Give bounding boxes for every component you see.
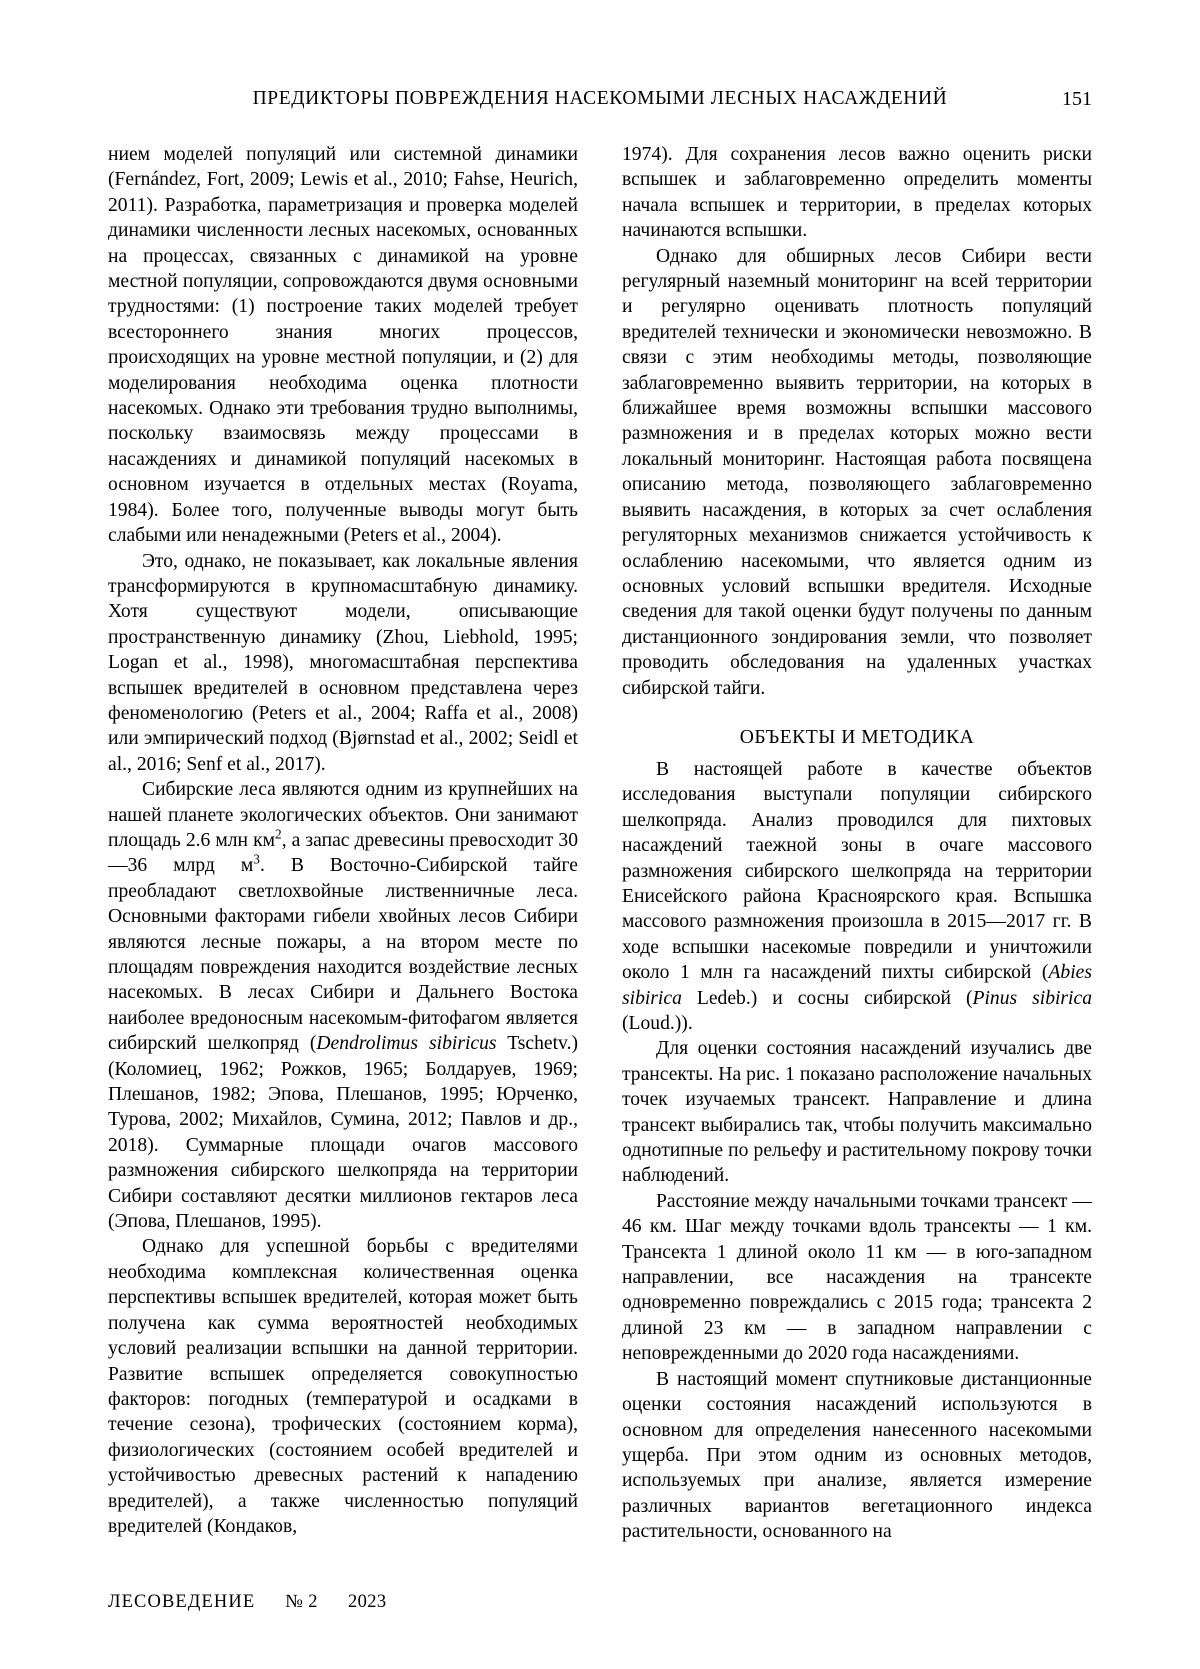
text-run: , а запас древесины превосходит 30—36 млрд м	[108, 829, 578, 877]
paragraph: Однако для успешной борьбы с вредителями необходима комплексная количественная оценка перспективы вспышек вредителей, которая может быть получена как сумма вероятностей необходимых условий реализации вспышки на данной территории. Развитие вспышек определяется совокупностью факторов: погодных (температурой и осадками в течение сезона), трофических (состоянием корма), физиологических (состоянием особей вредителей и устойчивостью древесных растений к нападению вредителей), а также численностью популяций вредителей (Кондаков,	[108, 1236, 578, 1537]
paragraph: Для оценки состояния насаждений изучались две трансекты. На рис. 1 показано расположение начальных точек изучаемых трансект. Направление и длина трансект выбирались так, чтобы получить максимально однотипные по рельефу и растительному покрову точки наблюдений.	[622, 1038, 1092, 1187]
journal-name: ЛЕСОВЕДЕНИЕ	[108, 1592, 256, 1612]
species-name: Abies sibirica	[622, 962, 1092, 1009]
text-run: В настоящей работе в качестве объектов исследования выступали популяции сибирского шелкопряда. Анализ проводился для пихтовых насаждений таежной зоны в очаге массового размножения сибирского шелкопряда на территории Енисейского района Красноярского края. Вспышка массового размножения произошла в 2015—2017 гг. В ходе вспышки насекомые повредили и уничтожили около 1 млн га насаждений пихты сибирской (	[622, 758, 1092, 984]
article-body	[108, 142, 1092, 1545]
paragraph	[108, 777, 578, 1234]
left-column	[108, 142, 578, 1539]
text-run: Ledeb.) и сосны сибирской (	[681, 987, 973, 1009]
superscript: 3	[253, 851, 260, 867]
species-name: Dendrolimus sibiricus	[316, 1033, 497, 1055]
page-footer	[108, 1592, 387, 1613]
paragraph: В настоящий момент спутниковые дистанционные оценки состояния насаждений используются в основном для определения нанесенного насекомыми ущерба. При этом одним из основных методов, используемых при анализе, является измерение различных вариантов вегетационного индекса растительности, основанного на	[622, 1368, 1092, 1543]
paragraph	[622, 757, 1092, 1036]
paragraph: Это, однако, не показывает, как локальные явления трансформируются в крупномасштабную динамику. Хотя существуют модели, описывающие пространственную динамику (Zhou, Liebhold, 1995; Logan et al., 1998), многомасштабная перспектива вспышек вредителей в основном представлена через феноменологию (Peters et al., 2004; Raffa et al., 2008) или эмпирический подход (Bjørnstad et al., 2002; Seidl et al., 2016; Senf et al., 2017).	[108, 550, 578, 775]
paragraph: 1974). Для сохранения лесов важно оценить риски вспышек и заблаговременно определить моменты начала вспышек и территории, в пределах которых начинаются вспышки.	[622, 144, 1092, 242]
text-run: Tschetv.) (Коломиец, 1962; Рожков, 1965; Болдаруев, 1969; Плешанов, 1982; Эпова, Плешанов, 1995; Юрченко, Турова, 2002; Михайлов, Сумина, 2012; Павлов и др., 2018). Суммарные площади очагов массового размножения сибирского шелкопряда на территории Сибири составляют десятки миллионов гектаров леса (Эпова, Плешанов, 1995).	[108, 1033, 579, 1233]
paragraph: Расстояние между начальными точками трансект — 46 км. Шаг между точками вдоль трансекты — 1 км. Трансекта 1 длиной около 11 км — в юго-западном направлении, все насаждения на трансекте одновременно повреждались с 2015 года; трансекта 2 длиной 23 км — в западном направлении с неповрежденными до 2020 года насаждениями.	[622, 1190, 1092, 1365]
running-head-title: ПРЕДИКТОРЫ ПОВРЕЖДЕНИЯ НАСЕКОМЫМИ ЛЕСНЫХ НАСАЖДЕНИЙ	[252, 88, 948, 109]
text-run: (Loud.)).	[622, 1013, 693, 1034]
section-heading: ОБЪЕКТЫ И МЕТОДИКА	[739, 726, 975, 748]
text-run: Сибирские леса являются одним из крупнейших на нашей планете экологических объектов. Они занимают площадь 2.6 млн км	[108, 779, 578, 851]
species-name: Pinus sibirica	[972, 987, 1092, 1009]
text-run: . В Восточно-Сибирской тайге преобладают светлохвойные лиственничные леса. Основными факторами гибели хвойных лесов Сибири являются лесные пожары, а на втором месте по площадям повреждения находится воздействие лесных насекомых. В лесах Сибири и Дальнего Востока наиболее вредоносным насекомым-фитофагом является сибирский шелкопряд (	[108, 855, 578, 1055]
page-number: 151	[1062, 88, 1092, 110]
running-head	[108, 88, 1092, 122]
issue-number: № 2	[285, 1592, 318, 1612]
superscript: 2	[275, 826, 282, 842]
publication-year: 2023	[347, 1592, 387, 1612]
paragraph: Однако для обширных лесов Сибири вести регулярный наземный мониторинг на всей территории и регулярно оценивать плотность популяций вредителей технически и экономически невозможно. В связи с этим необходимы методы, позволяющие заблаговременно выявить территории, на которых в ближайшее время возможны вспышки массового размножения и в пределах которых можно вести локальный мониторинг. Настоящая работа посвящена описанию метода, позволяющего заблаговременно выявить насаждения, в которых за счет ослабления регуляторных механизмов снижается устойчивость к ослаблению насекомыми, что является одним из основных условий вспышки вредителя. Исходные сведения для такой оценки будут получены по данным дистанционного зондирования земли, что позволяет проводить обследования на удаленных участках сибирской тайги.	[622, 245, 1092, 699]
paragraph: нием моделей популяций или системной динамики (Fernández, Fort, 2009; Lewis et al., 2010; Fahse, Heurich, 2011). Разработка, параметризация и проверка моделей динамики численности лесных насекомых, основанных на процессах, связанных с динамикой на уровне местной популяции, сопровождаются двумя основными трудностями: (1) построение таких моделей требует всестороннего знания многих процессов, происходящих на уровне местной популяции, и (2) для моделирования необходима оценка плотности насекомых. Однако эти требования трудно выполнимы, поскольку взаимосвязь между процессами в насаждениях и динамикой популяций насекомых в основном изучается в отдельных местах (Royama, 1984). Более того, полученные выводы могут быть слабыми или ненадежными (Peters et al., 2004).	[108, 144, 578, 547]
right-column	[622, 142, 1092, 1545]
